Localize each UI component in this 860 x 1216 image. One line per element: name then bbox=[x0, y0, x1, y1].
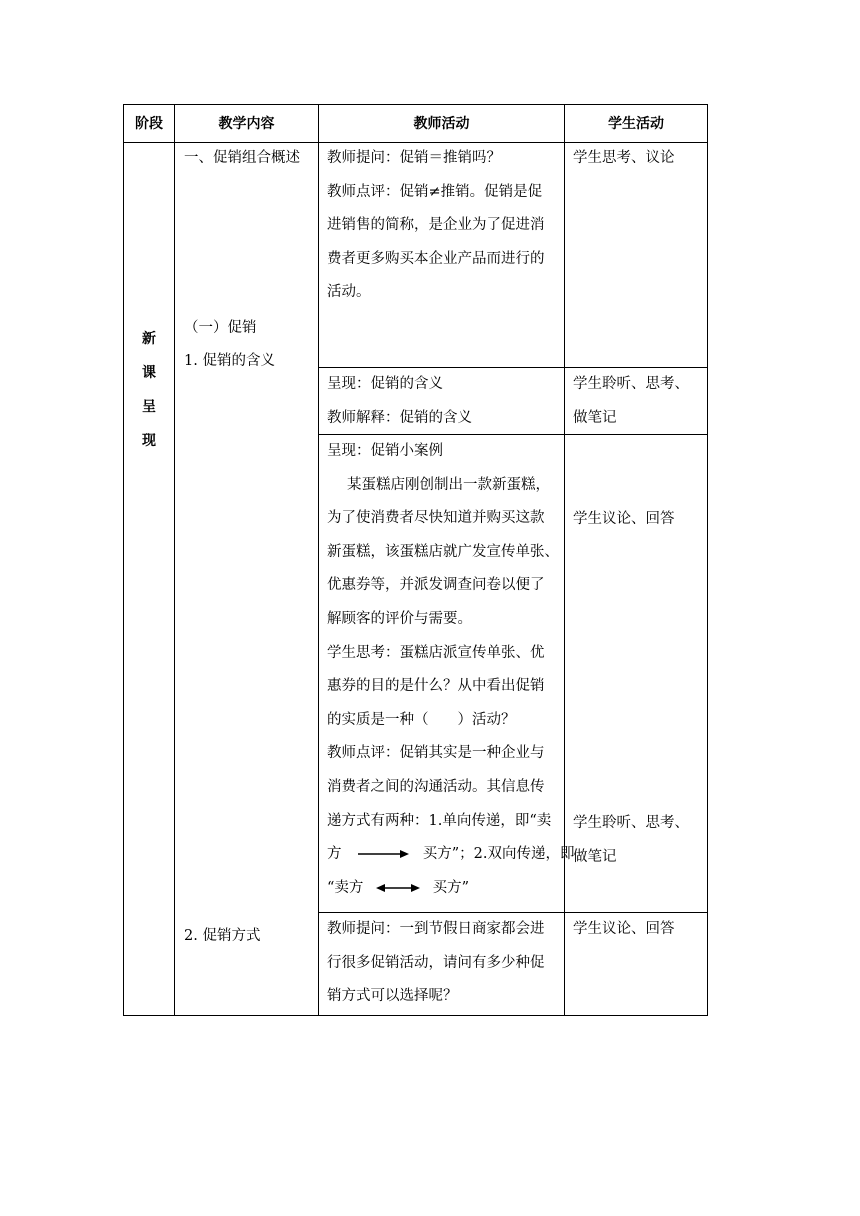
text-line: 学生聆听、思考、 bbox=[573, 376, 689, 392]
text-line: 学生思考：蛋糕店派宣传单张、优 bbox=[327, 644, 545, 661]
text-line: 呈现：促销的含义 bbox=[327, 376, 443, 392]
right-arrow-icon bbox=[352, 848, 412, 860]
text-line: 行很多促销活动，请问有多少种促 bbox=[327, 954, 545, 971]
table-right-border bbox=[707, 104, 708, 1016]
text-fragment: “卖方 bbox=[327, 879, 364, 896]
stage-char: 现 bbox=[142, 433, 156, 449]
text-line: 解顾客的评价与需要。 bbox=[327, 610, 472, 627]
row3-student-activity-2 bbox=[573, 807, 689, 874]
row4-student-activity: 学生议论、回答 bbox=[573, 921, 675, 937]
table-bottom-border bbox=[123, 1015, 708, 1016]
row3-teacher-activity bbox=[327, 435, 574, 905]
arrow-line-2 bbox=[327, 872, 574, 906]
row1-teacher-activity bbox=[327, 142, 545, 310]
text-fragment: 买方” bbox=[432, 879, 470, 896]
content-item-1: 1. 促销的含义 bbox=[184, 353, 275, 369]
double-arrow-icon bbox=[374, 882, 422, 894]
header-student: 学生活动 bbox=[608, 116, 664, 132]
header-teacher: 教师活动 bbox=[413, 116, 470, 132]
header-content: 教学内容 bbox=[218, 116, 275, 132]
text-line: 新蛋糕，该蛋糕店就广发宣传单张、 bbox=[327, 543, 559, 560]
text-line: 教师点评：促销其实是一种企业与 bbox=[327, 745, 545, 762]
table-left-border bbox=[123, 104, 124, 1016]
stage-char: 新 bbox=[142, 331, 156, 347]
stage-char: 呈 bbox=[142, 399, 156, 415]
stage-label bbox=[124, 322, 174, 458]
col2-divider bbox=[318, 104, 319, 1016]
text-line: 活动。 bbox=[327, 284, 371, 301]
row3-student-activity-1: 学生议论、回答 bbox=[573, 511, 675, 527]
text-line: 教师提问：一到节假日商家都会进 bbox=[327, 921, 545, 937]
text-line: 递方式有两种：1.单向传递，即“卖 bbox=[327, 812, 552, 829]
text-line: 进销售的简称，是企业为了促进消 bbox=[327, 217, 545, 234]
row4-teacher-activity bbox=[327, 913, 545, 1014]
content-subsection-title: （一）促销 bbox=[184, 320, 257, 336]
text-line: 学生聆听、思考、 bbox=[573, 815, 689, 831]
text-line: 某蛋糕店刚创制出一款新蛋糕， bbox=[347, 476, 550, 493]
text-line: 教师提问：促销＝推销吗？ bbox=[327, 150, 501, 166]
text-line: 教师点评：促销≠推销。促销是促 bbox=[327, 183, 543, 200]
text-line: 做笔记 bbox=[573, 848, 617, 865]
text-line: 的实质是一种（ ）活动？ bbox=[327, 711, 516, 728]
text-line: 为了使消费者尽快知道并购买这款 bbox=[327, 510, 545, 527]
row2-student-activity bbox=[573, 368, 689, 435]
text-line: 销方式可以选择呢？ bbox=[327, 988, 458, 1005]
text-line: 优惠券等，并派发调查问卷以便了 bbox=[327, 577, 545, 594]
text-line: 消费者之间的沟通活动。其信息传 bbox=[327, 778, 545, 795]
stage-char: 课 bbox=[142, 365, 156, 381]
row2-teacher-activity bbox=[327, 368, 472, 435]
content-section-title: 一、促销组合概述 bbox=[184, 150, 300, 166]
text-line: 费者更多购买本企业产品而进行的 bbox=[327, 250, 545, 267]
text-fragment: 买方”；2.双向传递，即 bbox=[422, 846, 575, 863]
text-fragment: 方 bbox=[327, 846, 342, 863]
content-item-2: 2. 促销方式 bbox=[184, 928, 261, 944]
header-stage: 阶段 bbox=[135, 116, 163, 132]
text-line: 惠券的目的是什么？从中看出促销 bbox=[327, 678, 545, 695]
row1-student-activity: 学生思考、议论 bbox=[573, 150, 675, 166]
arrow-line-1 bbox=[327, 838, 574, 872]
text-line: 做笔记 bbox=[573, 409, 617, 426]
col1-divider bbox=[174, 104, 175, 1016]
text-line: 呈现：促销小案例 bbox=[327, 443, 443, 459]
text-line: 教师解释：促销的含义 bbox=[327, 409, 472, 426]
